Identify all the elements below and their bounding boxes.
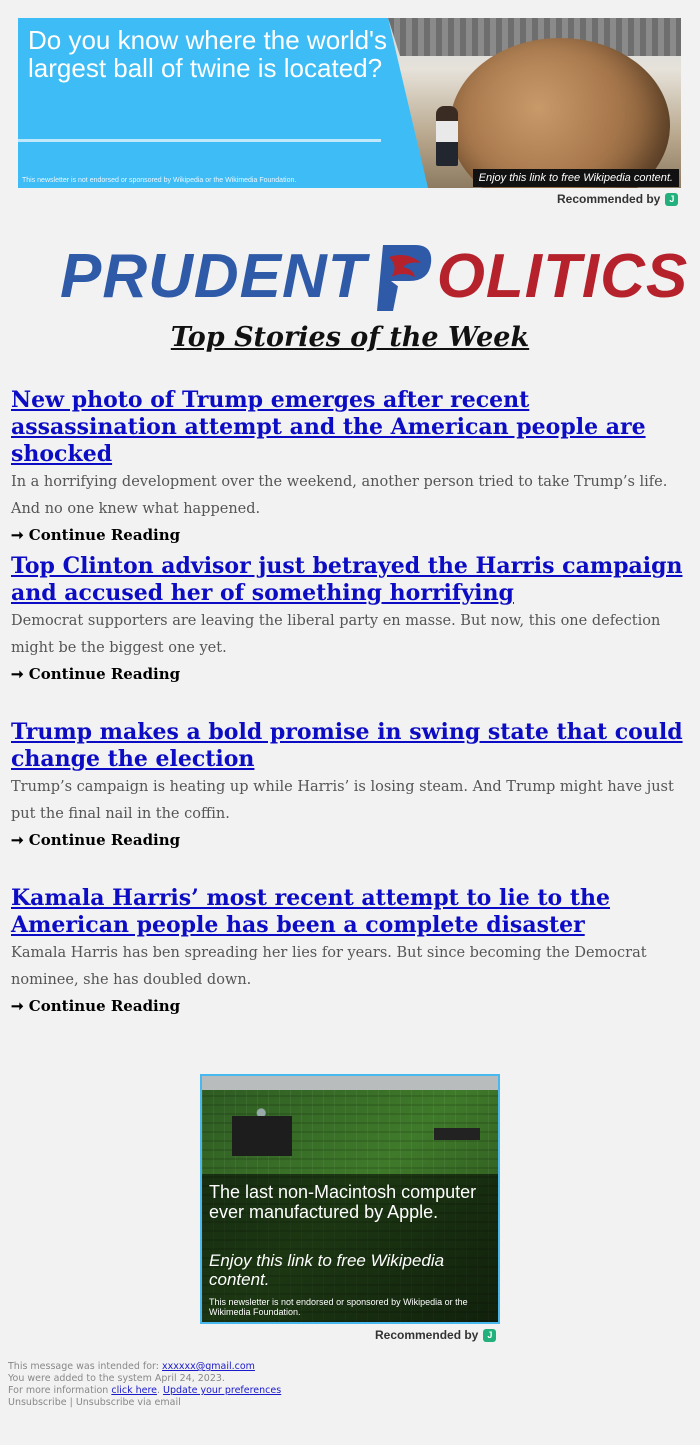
- footer-pipe: |: [66, 1397, 76, 1408]
- update-preferences-link[interactable]: Update your preferences: [163, 1385, 282, 1396]
- footer-added-line: You were added to the system April 24, 2023.: [8, 1373, 225, 1384]
- ad-headline: Do you know where the world's largest ball of twine is located?: [28, 25, 388, 83]
- jeeng-logo-icon: J: [483, 1329, 496, 1342]
- circuit-chip-image: [232, 1116, 292, 1156]
- email-footer: [8, 1361, 281, 1409]
- click-here-link[interactable]: click here: [111, 1385, 157, 1396]
- continue-reading-link[interactable]: ➞ Continue Reading: [11, 526, 181, 544]
- continue-reading-link[interactable]: ➞ Continue Reading: [11, 665, 181, 683]
- jeeng-logo-icon: J: [665, 193, 678, 206]
- story-title-link[interactable]: New photo of Trump emerges after recent assassination attempt and the American people are shocked: [11, 387, 646, 467]
- ad-enjoy-label: Enjoy this link to free Wikipedia content.: [473, 169, 679, 187]
- ad-banner-apple[interactable]: [200, 1074, 500, 1324]
- recommended-by-label: Recommended by: [557, 192, 661, 206]
- story-item: [11, 387, 691, 544]
- footer-intended-line: [8, 1361, 281, 1373]
- recommended-by-label: Recommended by: [375, 1328, 479, 1342]
- story-summary: Democrat supporters are leaving the liberal party en masse. But now, this one defection might be the biggest one yet.: [11, 613, 661, 656]
- prudent-politics-logo: [60, 238, 689, 316]
- story-summary: Trump’s campaign is heating up while Harris’ is losing steam. And Trump might have just put the final nail in the coffin.: [11, 779, 674, 822]
- story-title-link[interactable]: Trump makes a bold promise in swing state that could change the election: [11, 719, 683, 772]
- footer-separator: .: [157, 1385, 164, 1396]
- story-title: [11, 719, 691, 773]
- footer-intended-label: This message was intended for:: [8, 1361, 162, 1372]
- footer-info-line: [8, 1385, 281, 1397]
- circuit-connector-image: [434, 1128, 480, 1140]
- story-title-link[interactable]: Top Clinton advisor just betrayed the Harris campaign and accused her of something horrifying: [11, 553, 683, 606]
- story-title: [11, 553, 691, 607]
- recommended-by-link[interactable]: [375, 1328, 496, 1342]
- story-title-link[interactable]: Kamala Harris’ most recent attempt to lie to the American people has been a complete disaster: [11, 885, 610, 938]
- continue-reading-link[interactable]: ➞ Continue Reading: [11, 997, 181, 1015]
- unsubscribe-link[interactable]: Unsubscribe: [8, 1397, 67, 1408]
- continue-reading-link[interactable]: ➞ Continue Reading: [11, 831, 181, 849]
- logo-text-olitics: OLITICS: [436, 242, 689, 311]
- story-summary: Kamala Harris has ben spreading her lies for years. But since becoming the Democrat nominee, she has doubled down.: [11, 945, 647, 988]
- story-title: [11, 387, 691, 468]
- ad-enjoy-label: Enjoy this link to free Wikipedia content.: [209, 1251, 445, 1289]
- story-item: [11, 719, 691, 849]
- footer-unsubscribe-line: [8, 1397, 281, 1409]
- section-title: Top Stories of the Week: [170, 322, 530, 353]
- footer-info-label: For more information: [8, 1385, 112, 1396]
- eagle-p-logo-icon: [369, 241, 435, 313]
- person-figure-image: [436, 106, 458, 166]
- story-title: [11, 885, 691, 939]
- recipient-email-link[interactable]: xxxxxx@gmail.com: [162, 1361, 255, 1372]
- ad-disclaimer: This newsletter is not endorsed or sponsored by Wikipedia or the Wikimedia Foundation.: [209, 1297, 468, 1317]
- logo-text-prudent: PRUDENT: [60, 242, 367, 311]
- ad-banner-twine[interactable]: [18, 18, 681, 188]
- circuit-board-edge: [202, 1076, 498, 1090]
- story-item: [11, 885, 691, 1015]
- ad-divider: [18, 139, 381, 142]
- ad-headline: The last non-Macintosh computer ever manufactured by Apple.: [209, 1182, 477, 1222]
- story-item: [11, 553, 691, 683]
- story-summary: In a horrifying development over the weekend, another person tried to take Trump’s life. And no one knew what happened.: [11, 474, 668, 517]
- unsubscribe-email-link[interactable]: Unsubscribe via email: [75, 1397, 181, 1408]
- recommended-by-link[interactable]: [557, 192, 678, 206]
- ad-disclaimer: This newsletter is not endorsed or sponsored by Wikipedia or the Wikimedia Foundation.: [22, 177, 297, 184]
